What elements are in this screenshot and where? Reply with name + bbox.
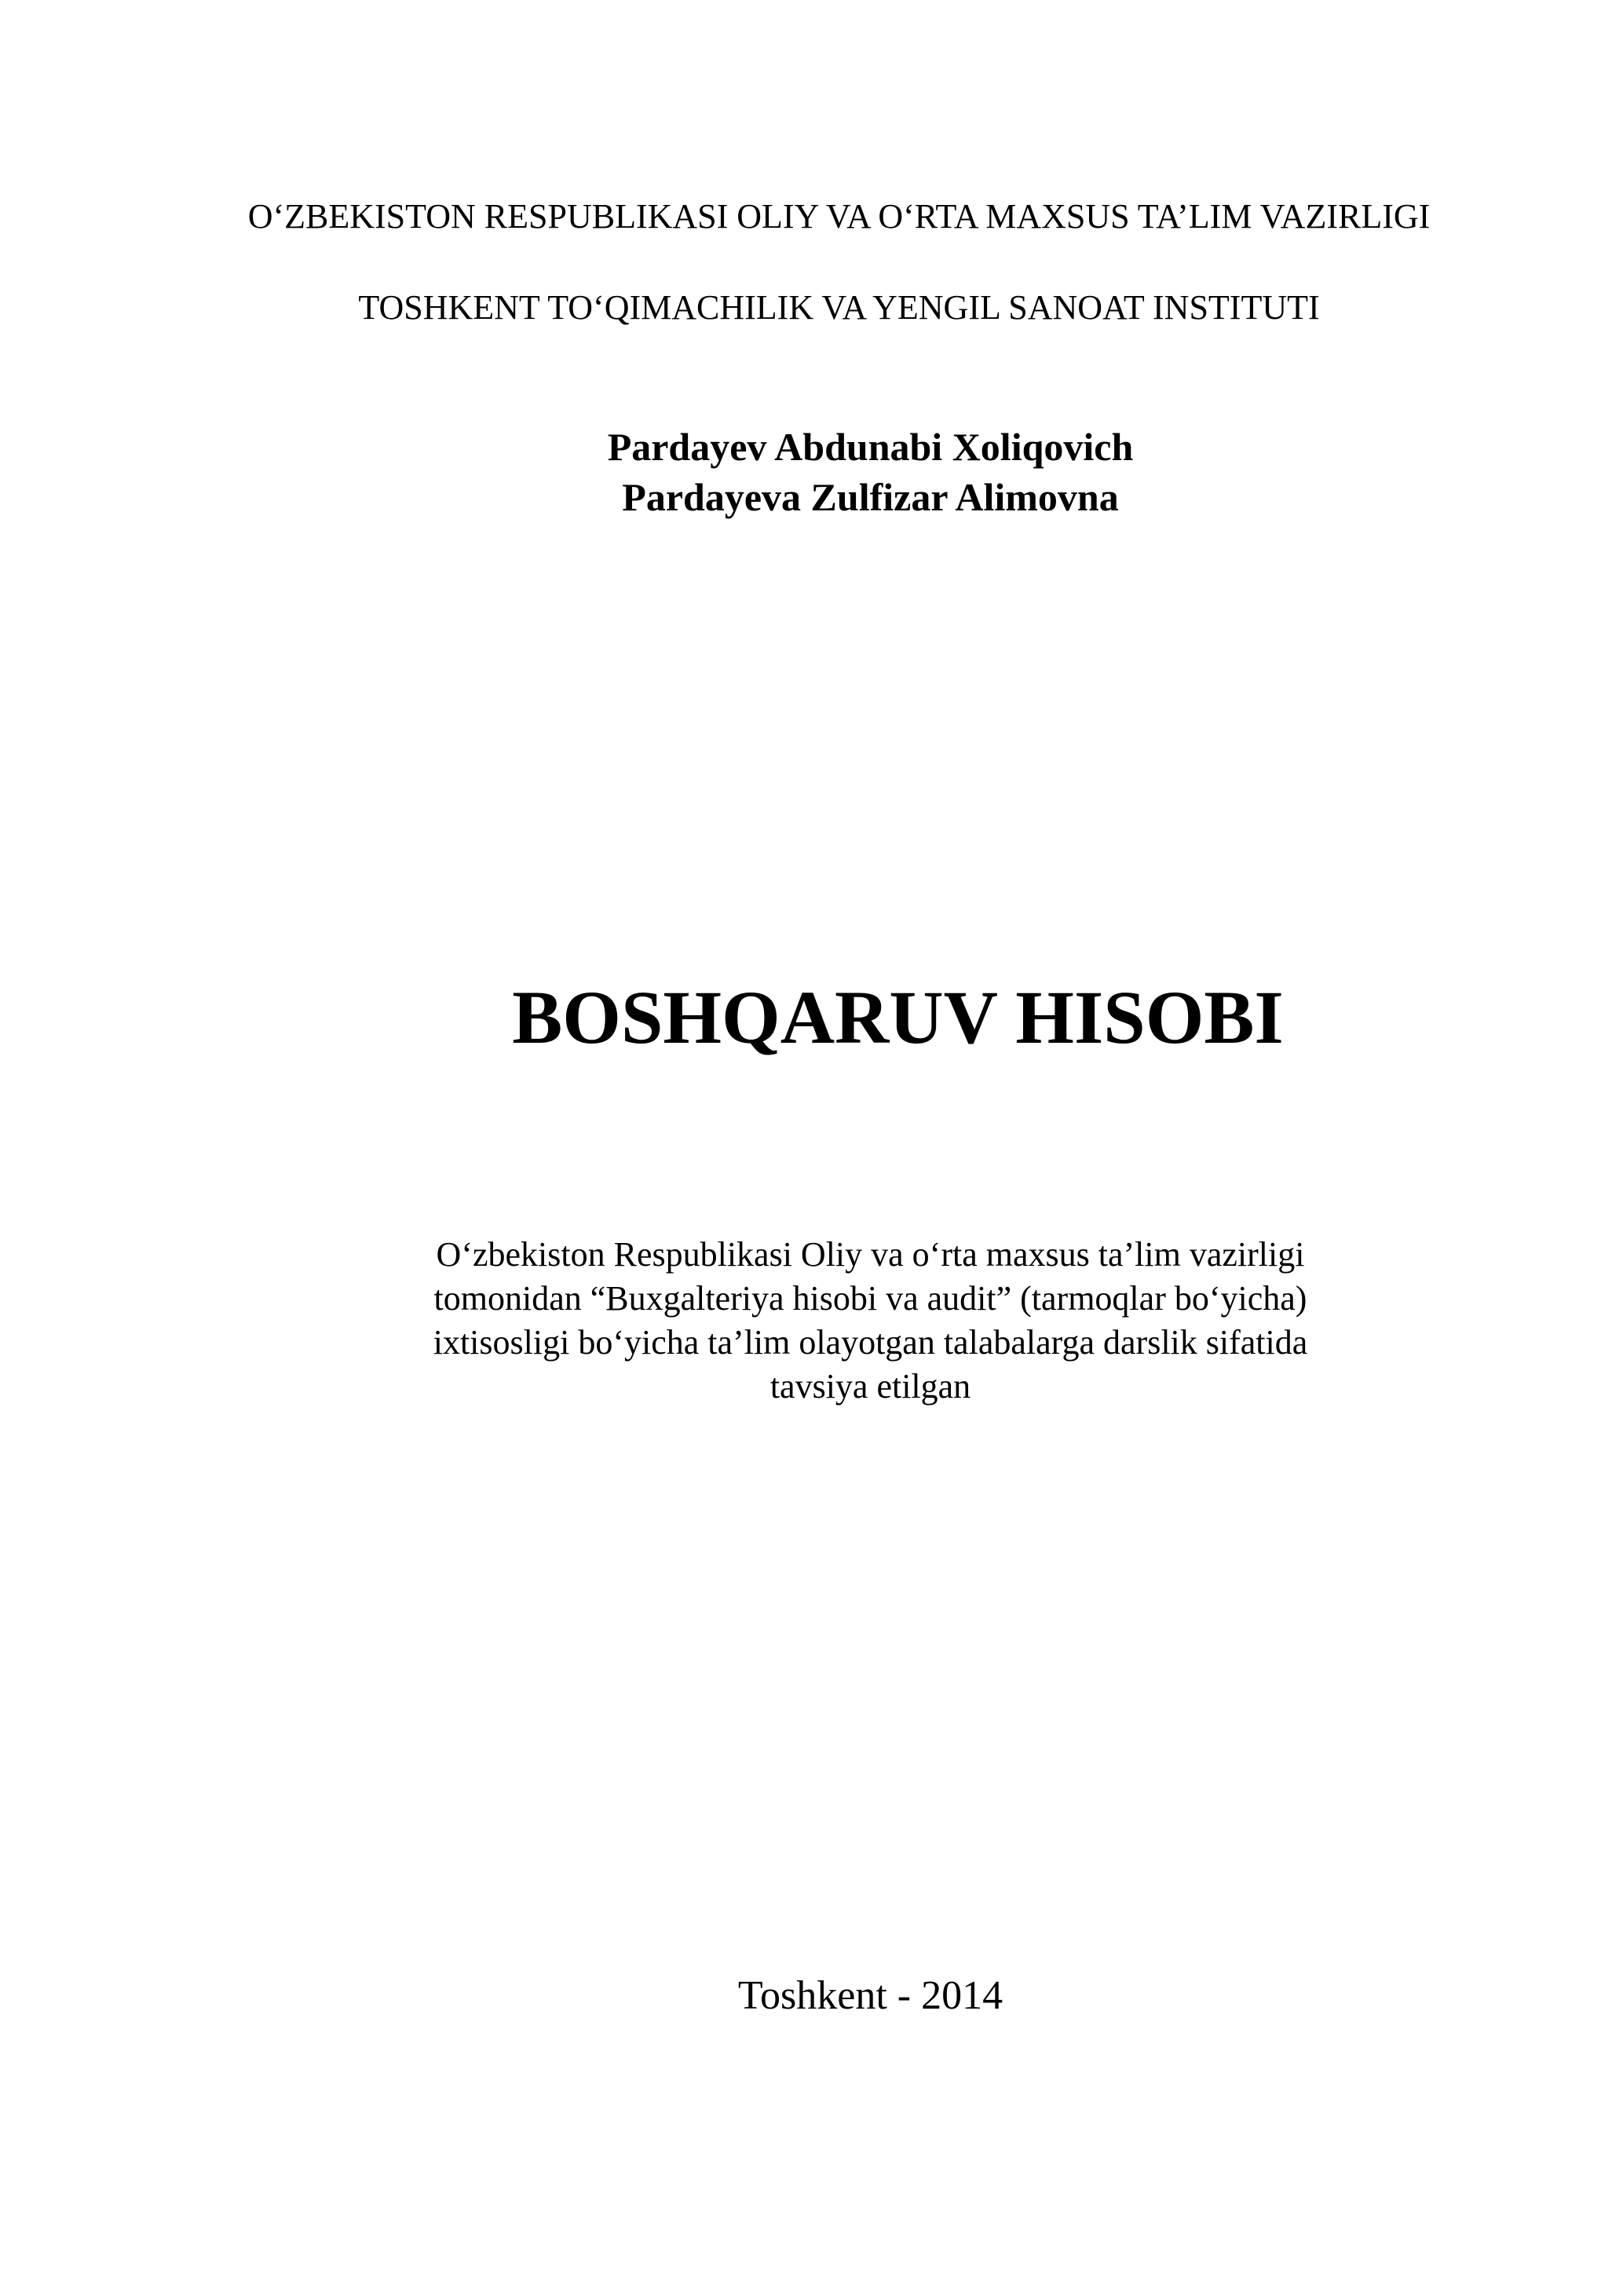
author-name: Pardayev Abdunabi Xoliqovich	[607, 425, 1134, 469]
ministry-heading: O‘ZBEKISTON RESPUBLIKASI OLIY VA O‘RTA MAXSUS TA’LIM VAZIRLIGI	[247, 197, 1431, 236]
author-name: Pardayeva Zulfizar Alimovna	[622, 475, 1119, 519]
book-title: BOSHQARUV HISOBI	[512, 975, 1284, 1059]
recommendation-line: O‘zbekiston Respublikasi Oliy va o‘rta maxsus ta’lim vazirligi	[436, 1235, 1305, 1274]
recommendation-line: ixtisosligi bo‘yicha ta’lim olayotgan talabalarga darslik sifatida	[433, 1323, 1308, 1362]
place-and-year: Toshkent - 2014	[737, 1973, 1003, 2018]
institute-heading: TOSHKENT TO‘QIMACHILIK VA YENGIL SANOAT INSTITUTI	[358, 288, 1320, 327]
recommendation-line: tomonidan “Buxgalteriya hisobi va audit” (tarmoqlar bo‘yicha)	[433, 1279, 1307, 1318]
recommendation-line: tavsiya etilgan	[769, 1367, 971, 1406]
recommendation-text	[0, 1233, 1623, 1409]
